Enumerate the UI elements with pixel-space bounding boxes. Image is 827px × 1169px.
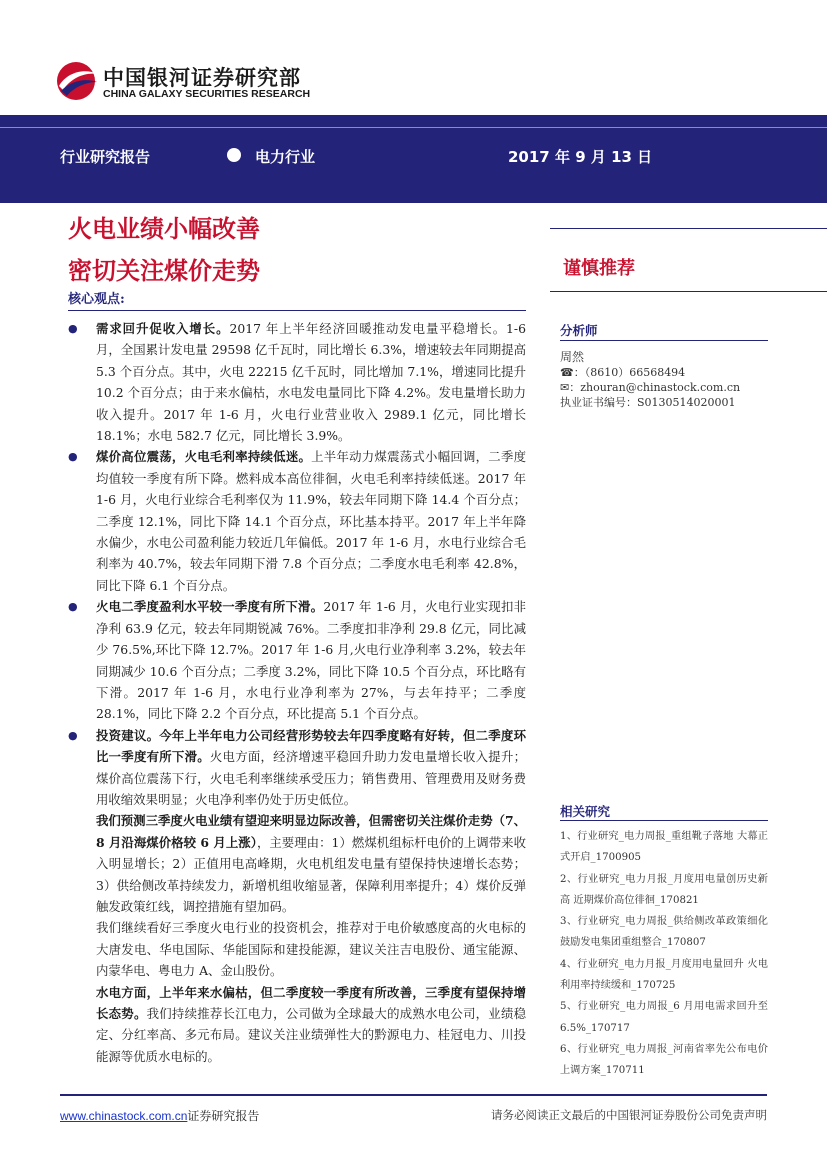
body-paragraph: 水电方面，上半年来水偏枯，但二季度较一季度有所改善，三季度有望保持增长态势。我们持续推荐长江电力，公司做为全球最大的成熟水电公司，业绩稳定、分红率高、多元布局。建议关注业绩弹性大的黔源电力、桂冠电力、川投能源等优质水电标的。 [96, 984, 527, 1064]
footer-left [60, 1107, 259, 1124]
banner-divider [0, 127, 827, 128]
list-item[interactable]: 2、行业研究_电力月报_月度用电量创历史新高 近期煤价高位徘徊_170821 [560, 873, 768, 906]
logo-chinese-name: 中国银河证券研究部 [103, 66, 301, 90]
main-body [68, 318, 526, 1067]
list-item[interactable]: 3、行业研究_电力周报_供给侧改革政策细化 鼓励发电集团重组整合_170807 [560, 916, 768, 949]
analyst-name: 周然 [560, 350, 585, 364]
body-paragraph: 我们预测三季度火电业绩有望迎来明显边际改善，但需密切关注煤价走势（7、8 月沿海煤价格较 6 月上涨），主要理由：1）燃煤机组标杆电价的上调带来收入明显增长；2）正值用电高峰期，火电机组发电量有望保持快速增长态势；3）供给侧改革持续发力，新增机组收缩显著，保障利用率提升；4）煤价反弹触发政策红线，调控措施有望加码。 [96, 813, 526, 914]
rating-badge: 谨慎推荐 [563, 258, 635, 279]
report-type: 行业研究报告 [60, 148, 151, 166]
footer-label: 证券研究报告 [187, 1109, 260, 1123]
analyst-info [560, 350, 740, 410]
body-paragraph: ● 需求回升促收入增长。2017 年上半年经济回暖推动发电量平稳增长。1-6 月，全国累计发电量 29598 亿千瓦时，同比增长 6.3%，增速较去年同期提高 5.3 个百分点。其中，火电 22215 亿千瓦时，同比增加 7.1%，增速同比提升 10.2 个百分点；由于来水偏枯，水电发电量同比下降 4.2%。发电量增长助力收入提升。2017 年 1-6 月，火电行业营业收入 2989.1 亿元，同比增长 18.1%；水电 582.7 亿元，同比增长 3.9%。 [68, 318, 526, 446]
logo-english-name: CHINA GALAXY SECURITIES RESEARCH [103, 88, 311, 100]
analyst-phone: ☎：（8610）66568494 [560, 366, 686, 379]
list-item[interactable]: 5、行业研究_电力周报_6 月用电需求回升至 6.5%_170717 [560, 1001, 768, 1034]
list-item[interactable]: 6、行业研究_电力周报_河南省率先公布电价上调方案_170711 [560, 1043, 768, 1077]
footer-rule [60, 1094, 767, 1096]
list-item[interactable]: 1、行业研究_电力周报_重组靴子落地 大幕正式开启_1700905 [560, 831, 768, 864]
report-title-line1: 火电业绩小幅改善 [68, 215, 260, 243]
report-title-line2: 密切关注煤价走势 [68, 257, 260, 285]
report-date: 2017 年 9 月 13 日 [508, 148, 653, 166]
sidebar-rating-rule [550, 291, 827, 292]
website-link[interactable]: www.chinastock.com.cn [60, 1109, 188, 1123]
related-research-heading: 相关研究 [560, 804, 611, 819]
disclaimer-note: 请务必阅读正文最后的中国银河证券股份公司免责声明 [491, 1108, 767, 1122]
list-item[interactable]: 4、行业研究_电力月报_月度用电量回升 火电利用率持续缓和_170725 [560, 958, 768, 992]
sidebar-top-rule [550, 228, 827, 229]
analyst-heading: 分析师 [560, 323, 598, 338]
galaxy-logo-icon [55, 60, 99, 102]
related-research-rule [560, 820, 768, 821]
analyst-email[interactable]: ✉：zhouran@chinastock.com.cn [560, 381, 741, 394]
core-view-label: 核心观点: [68, 292, 125, 307]
header-info-band [0, 137, 827, 173]
body-paragraph: ● 火电二季度盈利水平较一季度有所下滑。2017 年 1-6 月，火电行业实现扣非净利 63.9 亿元，较去年同期锐减 76%。二季度扣非净利 29.8 亿元，同比减少 76.5%,环比下降 12.7%。2017 年 1-6 月,火电行业净利率 3.2%，较去年同期减少 10.6 个百分点；二季度 3.2%，同比下降 10.5 个百分点，环比略有下滑。2017 年 1-6 月，水电行业净利率为 27%，与去年持平；二季度 28.1%，同比下降 2.2 个百分点，环比提高 5.1 个百分点。 [68, 596, 526, 724]
analyst-rule [560, 340, 768, 341]
related-research-list [560, 826, 768, 1082]
core-view-rule [68, 310, 526, 311]
body-paragraph: ● 煤价高位震荡，火电毛利率持续低迷。上半年动力煤震荡式小幅回调，二季度均值较一季度有所下降。燃料成本高位徘徊，火电毛利率持续低迷。2017 年 1-6 月，火电行业综合毛利率仅为 11.9%，较去年同期下降 14.4 个百分点；二季度 12.1%，同比下降 14.1 个百分点，环比基本持平。2017 年上半年降水偏少，水电公司盈利能力较近几年偏低。2017 年 1-6 月，水电行业综合毛利率为 40.7%，较去年同期下滑 7.8 个百分点；二季度水电毛利率 42.8%，同比下降 6.1 个百分点。 [68, 446, 526, 596]
industry-name: 电力行业 [255, 148, 316, 166]
body-paragraph: 我们继续看好三季度火电行业的投资机会，推荐对于电价敏感度高的火电标的大唐发电、华电国际、华能国际和建投能源，建议关注吉电股份、通宝能源、内蒙华电、粤电力 A、金山股份。 [96, 920, 526, 979]
bullet-dot-icon [227, 148, 241, 162]
company-logo [55, 60, 345, 105]
body-paragraph: ● 投资建议。今年上半年电力公司经营形势较去年四季度略有好转，但二季度环比一季度有所下滑。火电方面，经济增速平稳回升助力发电量增长收入提升；煤价高位震荡下行，火电毛利率继续承受压力；销售费用、管理费用及财务费用收缩效果明显；火电净利率仍处于历史低位。 [68, 725, 526, 811]
analyst-license: 执业证书编号：S0130514020001 [560, 396, 736, 409]
